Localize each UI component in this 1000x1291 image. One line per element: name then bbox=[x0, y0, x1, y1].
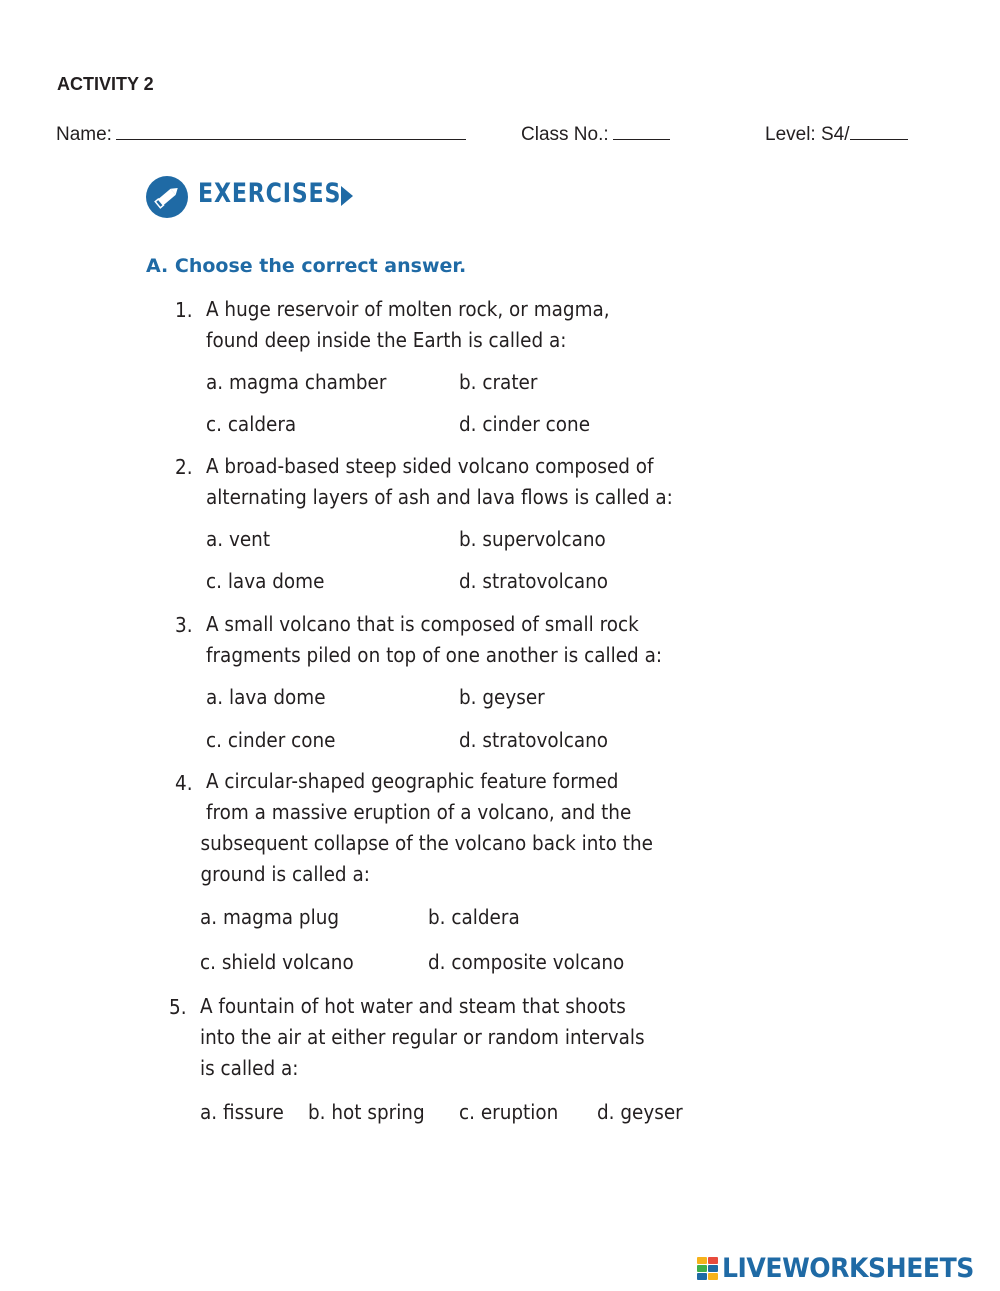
question-line: A broad-based steep sided volcano composed of bbox=[206, 454, 654, 478]
question-4-option-d[interactable]: d. composite volcano bbox=[428, 950, 625, 974]
section-heading: A. Choose the correct answer. bbox=[146, 255, 467, 277]
class-blank-line bbox=[613, 121, 670, 140]
colored-blocks-logo-icon bbox=[697, 1257, 719, 1281]
question-1-option-b[interactable]: b. crater bbox=[459, 370, 538, 394]
brand-text: LIVEWORKSHEETS bbox=[722, 1253, 974, 1284]
question-1-option-a[interactable]: a. magma chamber bbox=[206, 370, 387, 394]
question-line: subsequent collapse of the volcano back into the bbox=[200, 831, 653, 855]
question-3-option-a[interactable]: a. lava dome bbox=[206, 685, 326, 709]
question-1-option-c[interactable]: c. caldera bbox=[206, 412, 297, 436]
question-line: A fountain of hot water and steam that shoots bbox=[200, 994, 626, 1018]
question-line: A circular-shaped geographic feature formed bbox=[206, 769, 619, 793]
question-2-number: 2. bbox=[175, 455, 193, 479]
question-2-option-a[interactable]: a. vent bbox=[206, 527, 271, 551]
question-3-text bbox=[206, 609, 662, 671]
question-4-option-b[interactable]: b. caldera bbox=[428, 905, 520, 929]
question-5-number: 5. bbox=[169, 995, 187, 1019]
class-label: Class No.: bbox=[521, 124, 609, 145]
question-5-option-a[interactable]: a. fissure bbox=[200, 1100, 284, 1124]
name-field bbox=[56, 121, 466, 146]
question-4-number: 4. bbox=[175, 771, 193, 795]
question-line: fragments piled on top of one another is called a: bbox=[206, 643, 663, 667]
question-line: alternating layers of ash and lava flows is called a: bbox=[206, 485, 673, 509]
class-field bbox=[521, 121, 670, 146]
question-line: A small volcano that is composed of small rock bbox=[206, 612, 639, 636]
question-2-option-d[interactable]: d. stratovolcano bbox=[459, 569, 609, 593]
question-5-option-d[interactable]: d. geyser bbox=[597, 1100, 683, 1124]
name-label: Name: bbox=[56, 124, 112, 145]
question-5-text bbox=[200, 991, 645, 1084]
question-line: A huge reservoir of molten rock, or magma, bbox=[206, 297, 610, 321]
question-3-option-d[interactable]: d. stratovolcano bbox=[459, 728, 609, 752]
level-blank-line bbox=[850, 121, 908, 140]
question-line: into the air at either regular or random intervals bbox=[200, 1025, 645, 1049]
question-line: found deep inside the Earth is called a: bbox=[206, 328, 567, 352]
question-2-option-b[interactable]: b. supervolcano bbox=[459, 527, 606, 551]
exercises-banner-text: EXERCISES bbox=[198, 178, 342, 209]
question-3-option-c[interactable]: c. cinder cone bbox=[206, 728, 336, 752]
question-line: ground is called a: bbox=[200, 862, 370, 886]
level-label: Level: S4/ bbox=[765, 124, 850, 145]
question-1-option-d[interactable]: d. cinder cone bbox=[459, 412, 591, 436]
question-4-option-a[interactable]: a. magma plug bbox=[200, 905, 340, 929]
question-2-option-c[interactable]: c. lava dome bbox=[206, 569, 325, 593]
question-5-option-b[interactable]: b. hot spring bbox=[308, 1100, 425, 1124]
pencil-icon bbox=[146, 176, 188, 218]
question-3-number: 3. bbox=[175, 613, 193, 637]
question-3-option-b[interactable]: b. geyser bbox=[459, 685, 545, 709]
level-field bbox=[765, 121, 908, 146]
activity-title: ACTIVITY 2 bbox=[57, 74, 154, 94]
question-1-text bbox=[206, 294, 610, 356]
question-5-option-c[interactable]: c. eruption bbox=[459, 1100, 559, 1124]
question-line: from a massive eruption of a volcano, and the bbox=[206, 800, 632, 824]
question-4-option-c[interactable]: c. shield volcano bbox=[200, 950, 354, 974]
triangle-right-icon bbox=[341, 186, 353, 206]
question-line: is called a: bbox=[200, 1056, 299, 1080]
question-4-text bbox=[200, 766, 653, 890]
name-blank-line bbox=[116, 121, 466, 140]
question-1-number: 1. bbox=[175, 298, 193, 322]
question-2-text bbox=[206, 451, 673, 513]
